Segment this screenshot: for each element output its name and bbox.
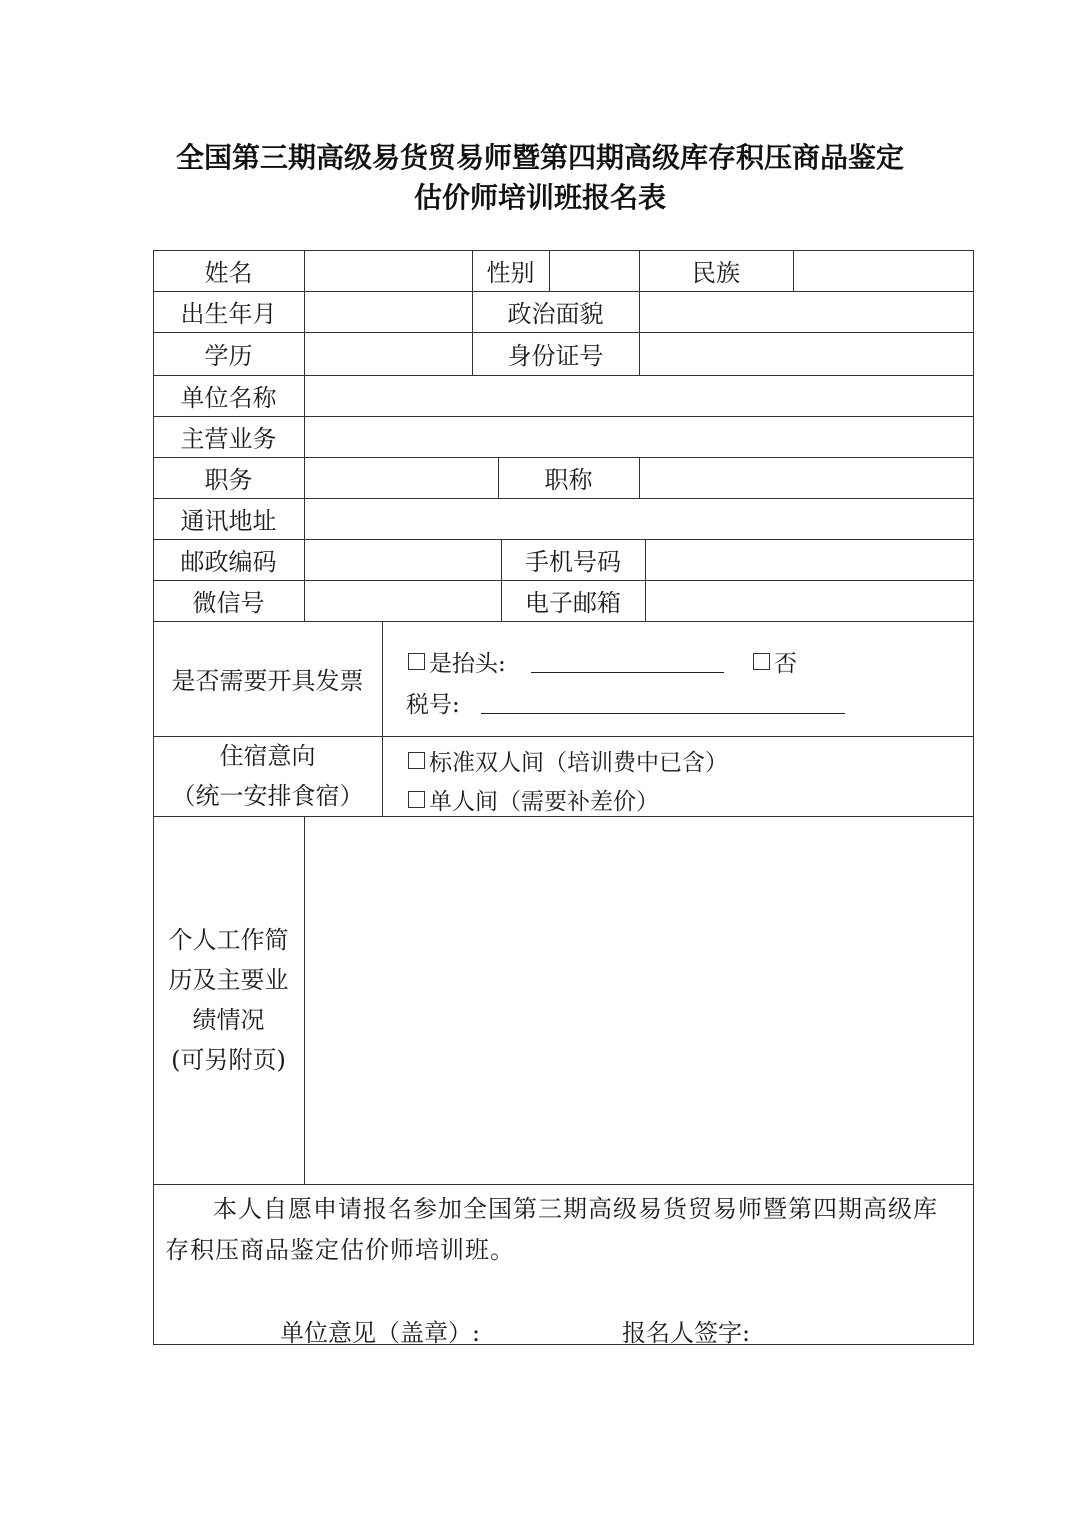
wechat-label: 微信号 [192,589,265,617]
invoice-header-line[interactable] [531,672,724,673]
form-title-line2: 估价师培训班报名表 [413,181,666,214]
checkbox-icon[interactable] [408,752,425,769]
postcode-field[interactable] [305,540,500,580]
gender-field[interactable] [550,251,638,291]
applicant-sign-label: 报名人签字: [622,1319,751,1347]
resume-label-line2: 历及主要业 [168,966,289,994]
business-label: 主营业务 [180,425,277,453]
tax-number-line[interactable] [481,713,845,714]
gender-label: 性别 [486,259,535,287]
company-label: 单位名称 [180,384,277,412]
postcode-label: 邮政编码 [180,548,277,576]
position-label: 职务 [204,466,253,494]
accommodation-double-label: 标准双人间（培训费中已含） [429,749,728,776]
company-opinion-label: 单位意见（盖章）: [280,1319,481,1347]
accommodation-single-label: 单人间（需要补差价） [429,788,659,815]
email-label: 电子邮箱 [525,589,621,617]
accommodation-label-line1: 住宿意向 [219,742,316,770]
accommodation-double-option[interactable] [408,745,728,775]
company-field[interactable] [305,376,972,416]
invoice-label: 是否需要开具发票 [171,667,364,695]
mobile-field[interactable] [646,540,972,580]
title-field[interactable] [640,458,972,498]
resume-label-line1: 个人工作简 [168,926,289,954]
declaration-text [165,1189,965,1271]
resume-label [153,816,304,1184]
resume-label-line4: (可另附页) [171,1046,286,1074]
company-stamp-field[interactable] [483,1308,603,1342]
birth-label: 出生年月 [180,300,277,328]
declaration-line2: 存积压商品鉴定估价师培训班。 [165,1236,515,1264]
business-field[interactable] [305,417,972,457]
politics-label: 政治面貌 [507,300,604,328]
accommodation-label-line2: （统一安排食宿） [171,782,364,810]
name-field[interactable] [305,251,471,291]
position-field[interactable] [305,458,497,498]
address-field[interactable] [305,499,972,539]
education-field[interactable] [305,333,471,375]
invoice-no-label: 否 [774,650,797,677]
address-label: 通讯地址 [180,507,277,535]
resume-field[interactable] [305,817,972,1184]
invoice-yes-label: 是抬头: [429,650,506,677]
accommodation-single-option[interactable] [408,784,659,814]
id-number-field[interactable] [640,333,972,375]
id-number-label: 身份证号 [507,342,604,370]
checkbox-icon[interactable] [753,653,770,670]
email-field[interactable] [646,581,972,621]
birth-field[interactable] [305,292,471,332]
invoice-no-option[interactable] [753,646,797,676]
ethnicity-field[interactable] [794,251,972,291]
checkbox-icon[interactable] [408,791,425,808]
checkbox-icon[interactable] [408,653,425,670]
applicant-signature-field[interactable] [765,1308,955,1342]
wechat-field[interactable] [305,581,500,621]
tax-number-label: 税号: [406,691,460,718]
form-title-line1: 全国第三期高级易货贸易师暨第四期高级库存积压商品鉴定 [175,141,904,174]
invoice-yes-option[interactable] [408,646,506,676]
accommodation-label [153,736,382,816]
title-label: 职称 [544,466,593,494]
name-label: 姓名 [204,259,253,287]
education-label: 学历 [204,342,253,370]
registration-table [153,250,974,1345]
ethnicity-label: 民族 [692,259,740,287]
declaration-line1: 本人自愿申请报名参加全国第三期高级易货贸易师暨第四期高级库 [213,1195,938,1223]
politics-field[interactable] [640,292,972,332]
mobile-label: 手机号码 [525,548,621,576]
resume-label-line3: 绩情况 [192,1006,265,1034]
